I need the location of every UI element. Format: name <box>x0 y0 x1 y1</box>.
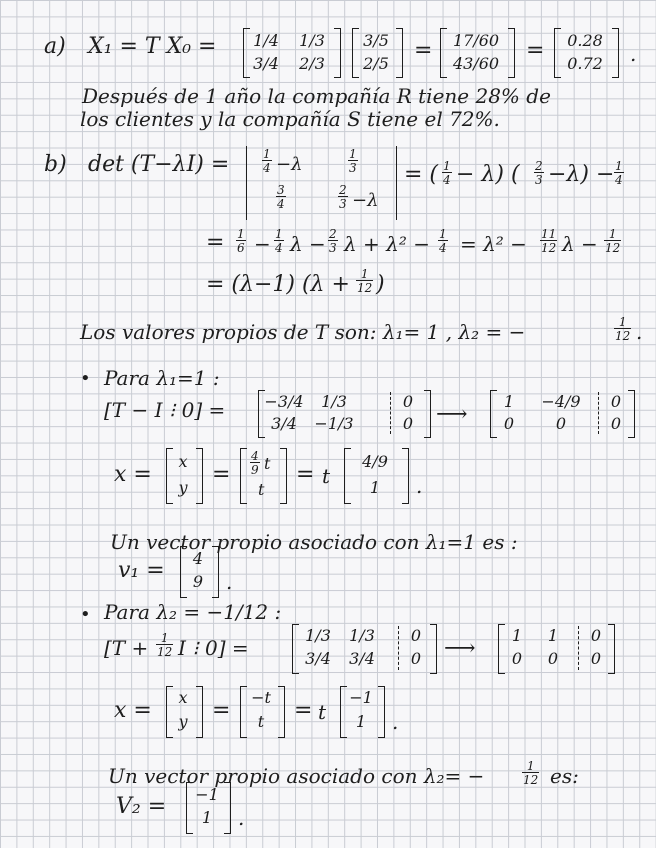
param-t: t <box>318 700 327 724</box>
matrix-cell: 1/3 <box>349 626 375 645</box>
fraction: $\frac{1}{4}$ <box>615 159 623 187</box>
minus: − <box>254 232 271 256</box>
lambda-minus: λ − <box>290 232 326 256</box>
matrix-right-bracket <box>628 390 635 438</box>
determinant-lhs: det (T−λI) = <box>88 152 230 177</box>
matrix-cell: 0 <box>590 649 602 668</box>
exact-right-bracket <box>508 28 515 78</box>
period: . <box>636 320 643 344</box>
equals: = <box>294 698 313 723</box>
period: . <box>392 710 399 734</box>
reduction-arrow: ⟶ <box>436 402 468 427</box>
x-lhs: x = <box>114 698 152 723</box>
vector-right-bracket <box>196 448 203 504</box>
matrix-cell: 0 <box>410 626 422 645</box>
case-2-title: Para λ₂ = −1/12 : <box>104 600 282 624</box>
t-matrix-cell: 2/3 <box>299 54 325 73</box>
t-matrix-right-bracket <box>334 28 341 78</box>
t-matrix-cell: 3/4 <box>253 54 279 73</box>
vector-cell: 9 <box>192 572 204 591</box>
vector-cell: x <box>178 452 188 471</box>
lambda-terms: λ + λ² − <box>344 232 430 256</box>
matrix-cell: 0 <box>590 626 602 645</box>
augment-divider <box>398 626 399 670</box>
x0-cell: 3/5 <box>363 31 389 50</box>
matrix-cell: 0 <box>402 414 414 433</box>
rhs-end: −λ) − <box>548 162 615 187</box>
part-a-conclusion-line1: Después de 1 año la compañía R tiene 28% de <box>82 84 551 108</box>
augmented-matrix-lhs: I ⁝ 0] = <box>178 636 249 660</box>
vector-cell: 1 <box>369 478 381 497</box>
minus-lambda: −λ <box>352 190 379 211</box>
minus-lambda: −λ <box>276 154 303 175</box>
vector-cell: x <box>178 688 188 707</box>
fraction: $\frac{1}{4}$ <box>439 227 447 255</box>
fraction: $\frac{1}{12}$ <box>615 315 631 343</box>
vector-right-bracket <box>278 686 285 738</box>
fraction: $\frac{1}{12}$ <box>605 227 621 255</box>
equals: = <box>414 38 433 63</box>
fraction: $\frac{1}{12}$ <box>523 759 539 787</box>
equals: = <box>212 462 231 487</box>
matrix-cell: 1/3 <box>305 626 331 645</box>
vector-right-bracket <box>378 686 385 738</box>
vector-cell: −1 <box>349 688 373 707</box>
fraction: $\frac{1}{4}$ <box>275 227 283 255</box>
augmented-matrix-lhs: [T + <box>104 636 149 660</box>
matrix-cell: −4/9 <box>541 392 581 411</box>
x-lhs: x = <box>114 462 152 487</box>
equals: = <box>526 38 545 63</box>
part-b-label: b) <box>44 152 67 177</box>
fraction: $\frac{2}{3}$ <box>329 227 337 255</box>
augment-divider <box>578 626 579 670</box>
matrix-cell: 1/3 <box>321 392 347 411</box>
t-matrix-cell: 1/4 <box>253 31 279 50</box>
lambda-minus: λ − <box>562 232 598 256</box>
matrix-cell: −1/3 <box>314 414 354 433</box>
fraction: $\frac{1}{6}$ <box>237 227 245 255</box>
reduction-arrow: ⟶ <box>444 636 476 661</box>
matrix-cell: 0 <box>410 649 422 668</box>
x0-right-bracket <box>396 28 403 78</box>
matrix-cell: 0 <box>610 392 622 411</box>
matrix-right-bracket <box>424 390 431 438</box>
matrix-cell: 0 <box>555 414 567 433</box>
approx-cell: 0.28 <box>567 31 603 50</box>
fraction: $\frac{4}{9}$ <box>251 449 259 477</box>
approx-left-bracket <box>554 28 561 78</box>
matrix-cell: 0 <box>511 649 523 668</box>
matrix-cell: 1 <box>547 626 559 645</box>
close-paren: ) <box>376 272 385 297</box>
fraction: $\frac{3}{4}$ <box>277 183 285 211</box>
vector-right-bracket <box>196 686 203 738</box>
part-a-lhs: X₁ = T X₀ = <box>88 34 217 59</box>
vector-left-bracket <box>240 448 247 504</box>
fraction: $\frac{1}{4}$ <box>263 147 271 175</box>
vector-right-bracket <box>280 448 287 504</box>
period: . <box>630 42 637 66</box>
matrix-cell: 3/4 <box>305 649 331 668</box>
vector-right-bracket <box>212 546 219 598</box>
t-matrix-cell: 1/3 <box>299 31 325 50</box>
param-t: t <box>322 464 331 488</box>
matrix-right-bracket <box>608 624 615 674</box>
eigenvector-lhs: v₁ = <box>118 558 165 583</box>
fraction: $\frac{1}{4}$ <box>443 159 451 187</box>
eigenvector-statement: Un vector propio asociado con λ₁=1 es : <box>110 530 518 554</box>
augment-divider <box>598 392 599 434</box>
determinant-right-bar <box>396 146 397 220</box>
matrix-right-bracket <box>430 624 437 674</box>
vector-cell: 4 <box>192 549 204 568</box>
vector-right-bracket <box>402 448 409 504</box>
matrix-cell: 1 <box>503 392 515 411</box>
vector-cell: y <box>178 712 188 731</box>
vector-right-bracket <box>224 782 231 834</box>
matrix-cell: −3/4 <box>264 392 304 411</box>
case-1-title: Para λ₁=1 : <box>104 366 220 390</box>
bullet: • <box>80 368 91 389</box>
matrix-cell: 0 <box>402 392 414 411</box>
fraction: $\frac{1}{3}$ <box>349 147 357 175</box>
fraction: $\frac{1}{12}$ <box>357 267 373 295</box>
fraction: $\frac{2}{3}$ <box>339 183 347 211</box>
eigenvector-statement: Un vector propio asociado con λ₂= − <box>108 764 485 788</box>
vector-cell: y <box>178 478 188 497</box>
eigenvector-statement-end: es: <box>550 764 579 788</box>
part-a-label: a) <box>44 34 66 59</box>
vector-cell: 4/9 <box>362 452 388 471</box>
matrix-cell: 3/4 <box>349 649 375 668</box>
matrix-cell: 0 <box>610 414 622 433</box>
vector-cell: −1 <box>195 785 219 804</box>
period: . <box>416 474 423 498</box>
equals: = <box>296 462 315 487</box>
approx-right-bracket <box>612 28 619 78</box>
matrix-cell: 0 <box>503 414 515 433</box>
part-a-conclusion-line2: los clientes y la compañía S tiene el 72%. <box>80 107 500 131</box>
vector-cell: t <box>257 712 265 731</box>
equals: = <box>206 230 225 255</box>
fraction: $\frac{1}{12}$ <box>157 631 173 659</box>
x0-cell: 2/5 <box>363 54 389 73</box>
period: . <box>238 806 245 830</box>
matrix-cell: 0 <box>547 649 559 668</box>
fraction: $\frac{11}{12}$ <box>541 227 557 255</box>
exact-cell: 17/60 <box>452 31 500 50</box>
exact-left-bracket <box>440 28 447 78</box>
determinant-left-bar <box>246 146 247 220</box>
vector-cell: 1 <box>355 712 367 731</box>
fraction: $\frac{2}{3}$ <box>535 159 543 187</box>
vector-cell: 1 <box>201 808 213 827</box>
augment-divider <box>390 392 391 434</box>
param-t: t <box>264 454 271 473</box>
vector-cell: −t <box>251 688 271 707</box>
rhs-open: = ( <box>404 162 439 187</box>
matrix-cell: 1 <box>511 626 523 645</box>
eigenvalues-statement: Los valores propios de T son: λ₁= 1 , λ₂ = − <box>80 320 526 344</box>
exact-cell: 43/60 <box>452 54 500 73</box>
param-t: t <box>258 480 265 499</box>
bullet: • <box>80 604 91 625</box>
period: . <box>226 570 233 594</box>
matrix-cell: 3/4 <box>271 414 297 433</box>
simplified-poly: = λ² − <box>460 232 527 256</box>
approx-cell: 0.72 <box>567 54 603 73</box>
factored-poly: = (λ−1) (λ + <box>206 272 350 297</box>
rhs-mid: − λ) ( <box>456 162 520 187</box>
augmented-matrix-lhs: [T − I ⁝ 0] = <box>104 398 226 422</box>
eigenvector-lhs: V₂ = <box>116 794 167 819</box>
equals: = <box>212 698 231 723</box>
